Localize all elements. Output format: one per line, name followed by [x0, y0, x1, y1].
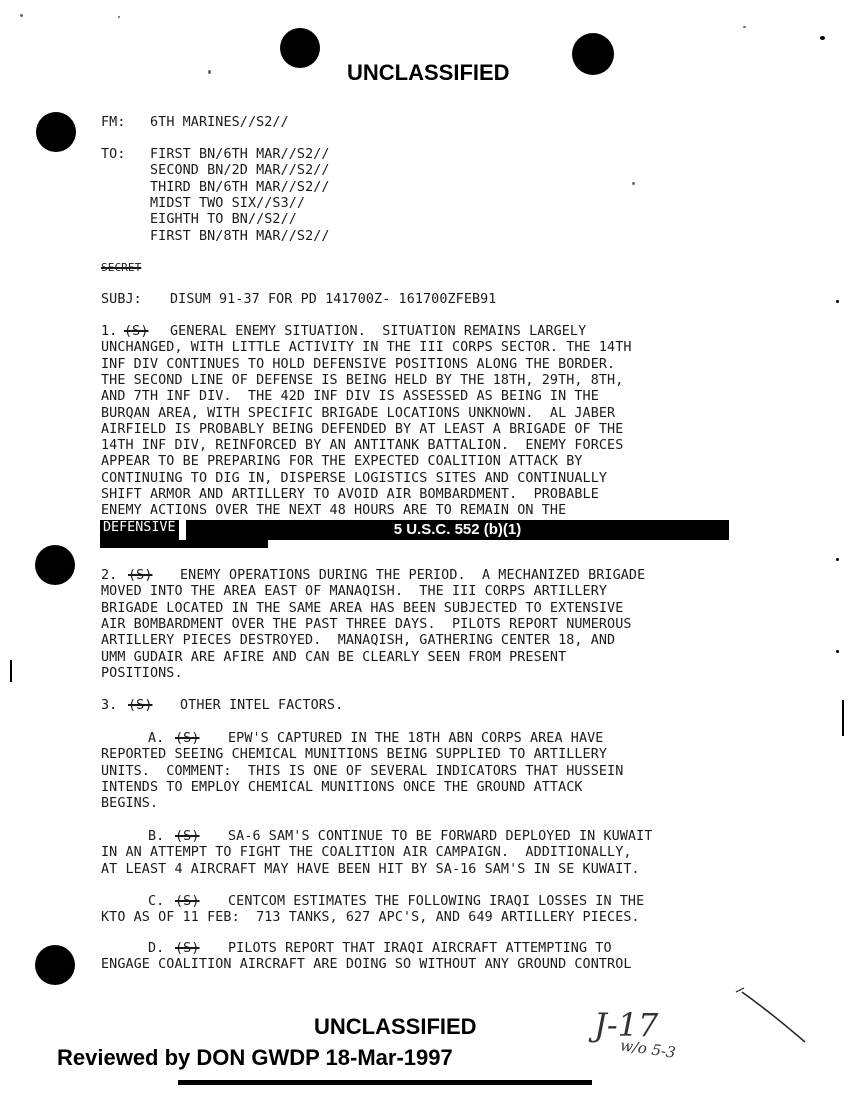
punch-hole-top-left [280, 28, 320, 68]
para2-line: ARTILLERY PIECES DESTROYED. MANAQISH, GATHERING CENTER 18, AND [101, 633, 616, 649]
from-value: 6TH MARINES//S2// [150, 115, 289, 130]
classification-bottom: UNCLASSIFIED [314, 1014, 477, 1039]
para1-line: CONTINUING TO DIG IN, DISPERSE LOGISTICS SITES AND CONTINUALLY [101, 470, 608, 486]
para2-number: 2. [101, 568, 118, 583]
sub-b-marking: (S) [175, 829, 200, 844]
para1-line: THE SECOND LINE OF DEFENSE IS BEING HELD BY THE 18TH, 29TH, 8TH, [101, 372, 624, 388]
scan-edge-mark [10, 660, 12, 682]
to-lines-line: THIRD BN/6TH MAR//S2// [150, 179, 330, 195]
scan-speck [632, 182, 635, 185]
sub-d-marking: (S) [175, 941, 200, 956]
redaction-block: 5 U.S.C. 552 (b)(1) [186, 520, 729, 540]
subb-line: SA-6 SAM'S CONTINUE TO BE FORWARD DEPLOYED IN KUWAIT [228, 829, 653, 844]
to-lines-line: EIGHTH TO BN//S2// [150, 212, 297, 228]
sub-d-letter: D. [148, 941, 165, 956]
para2-marking: (S) [128, 568, 153, 583]
para1-line: UNCHANGED, WITH LITTLE ACTIVITY IN THE III CORPS SECTOR. THE 14TH [101, 340, 632, 356]
para2-line: BRIGADE LOCATED IN THE SAME AREA HAS BEEN SUBJECTED TO EXTENSIVE [101, 600, 624, 616]
para1-line: SHIFT ARMOR AND ARTILLERY TO AVOID AIR BOMBARDMENT. PROBABLE [101, 487, 599, 502]
para1-line: APPEAR TO BE PREPARING FOR THE EXPECTED COALITION ATTACK BY [101, 454, 583, 470]
para1-line: AIRFIELD IS PROBABLY BEING DEFENDED BY AT LEAST A BRIGADE OF THE [101, 421, 624, 437]
suba-line: INTENDS TO EMPLOY CHEMICAL MUNITIONS ONCE THE GROUND ATTACK [101, 779, 583, 795]
para3-title: OTHER INTEL FACTORS. [180, 698, 344, 713]
para1-line: AND 7TH INF DIV. THE 42D INF DIV IS ASSESSED AS BEING IN THE [101, 389, 599, 405]
para2-line: ENEMY OPERATIONS DURING THE PERIOD. A MECHANIZED BRIGADE [180, 568, 646, 583]
to-label: TO: [101, 147, 126, 162]
handwritten-note: w/o 5-3 [619, 1036, 677, 1062]
para3-marking: (S) [128, 698, 153, 713]
para1-line: GENERAL ENEMY SITUATION. SITUATION REMAINS LARGELY [170, 324, 587, 339]
para1-line: ENEMY ACTIONS OVER THE NEXT 48 HOURS ARE TO REMAIN ON THE [101, 503, 567, 519]
secret-marking: SECRET [101, 261, 142, 274]
scan-speck [836, 558, 839, 561]
scan-speck [118, 16, 120, 18]
to-lines-line: FIRST BN/8TH MAR//S2// [150, 228, 330, 244]
subc-line: KTO AS OF 11 FEB: 713 TANKS, 627 APC'S, AND 649 ARTILLERY PIECES. [101, 910, 640, 926]
subd-line: ENGAGE COALITION AIRCRAFT ARE DOING SO WITHOUT ANY GROUND CONTROL [101, 957, 632, 973]
suba-line: BEGINS. [101, 796, 159, 812]
para2-line: AIR BOMBARDMENT OVER THE PAST THREE DAYS. PILOTS REPORT NUMEROUS [101, 616, 632, 632]
subc-line: CENTCOM ESTIMATES THE FOLLOWING IRAQI LOSSES IN THE [228, 894, 645, 909]
scan-speck [208, 70, 211, 74]
para1-line: BURQAN AREA, WITH SPECIFIC BRIGADE LOCATIONS UNKNOWN. AL JABER [101, 405, 616, 421]
para2-line: UMM GUDAIR ARE AFIRE AND CAN BE CLEARLY SEEN FROM PRESENT [101, 649, 567, 665]
para1-number: 1. [101, 324, 118, 339]
para1-line: 14TH INF DIV, REINFORCED BY AN ANTITANK BATTALION. ENEMY FORCES [101, 438, 624, 454]
redaction-block-lower [100, 540, 268, 548]
scan-speck [836, 300, 839, 303]
suba-line: EPW'S CAPTURED IN THE 18TH ABN CORPS AREA HAVE [228, 731, 604, 746]
subb-line: AT LEAST 4 AIRCRAFT MAY HAVE BEEN HIT BY SA-16 SAM'S IN SE KUWAIT. [101, 861, 640, 877]
from-label: FM: [101, 115, 126, 130]
para1-line: INF DIV CONTINUES TO HOLD DEFENSIVE POSITIONS ALONG THE BORDER. [101, 356, 616, 372]
classification-top: UNCLASSIFIED [347, 60, 510, 85]
scan-speck [743, 26, 746, 28]
scan-edge-mark [842, 700, 844, 736]
scan-speck [836, 650, 839, 653]
para2-line: MOVED INTO THE AREA EAST OF MANAQISH. THE III CORPS ARTILLERY [101, 584, 608, 600]
handwritten-page-number: J-17 [594, 1006, 659, 1044]
sub-a-letter: A. [148, 731, 165, 746]
bottom-rule [178, 1080, 592, 1085]
para1-marking: (S) [124, 324, 149, 339]
scan-speck [20, 14, 23, 17]
to-lines-line: MIDST TWO SIX//S3// [150, 195, 306, 211]
subb-line: IN AN ATTEMPT TO FIGHT THE COALITION AIR CAMPAIGN. ADDITIONALLY, [101, 845, 632, 861]
punch-hole-side-1 [36, 112, 76, 152]
sub-c-letter: C. [148, 894, 165, 909]
para2-line: POSITIONS. [101, 665, 183, 681]
sub-c-marking: (S) [175, 894, 200, 909]
subd-line: PILOTS REPORT THAT IRAQI AIRCRAFT ATTEMPTING TO [228, 941, 612, 956]
para1-last-word: DEFENSIVE [100, 520, 179, 548]
sub-b-letter: B. [148, 829, 165, 844]
suba-line: REPORTED SEEING CHEMICAL MUNITIONS BEING SUPPLIED TO ARTILLERY [101, 747, 608, 763]
punch-hole-side-3 [35, 945, 75, 985]
punch-hole-top-right [572, 33, 614, 75]
punch-hole-side-2 [35, 545, 75, 585]
to-lines-line: FIRST BN/6TH MAR//S2// [150, 147, 330, 162]
subject-value: DISUM 91-37 FOR PD 141700Z- 161700ZFEB91 [170, 292, 497, 307]
to-lines-line: SECOND BN/2D MAR//S2// [150, 163, 330, 179]
review-stamp: Reviewed by DON GWDP 18-Mar-1997 [57, 1045, 453, 1070]
subject-label: SUBJ: [101, 292, 142, 307]
suba-line: UNITS. COMMENT: THIS IS ONE OF SEVERAL INDICATORS THAT HUSSEIN [101, 763, 624, 779]
sub-a-marking: (S) [175, 731, 200, 746]
scan-speck [820, 36, 825, 40]
para3-number: 3. [101, 698, 118, 713]
